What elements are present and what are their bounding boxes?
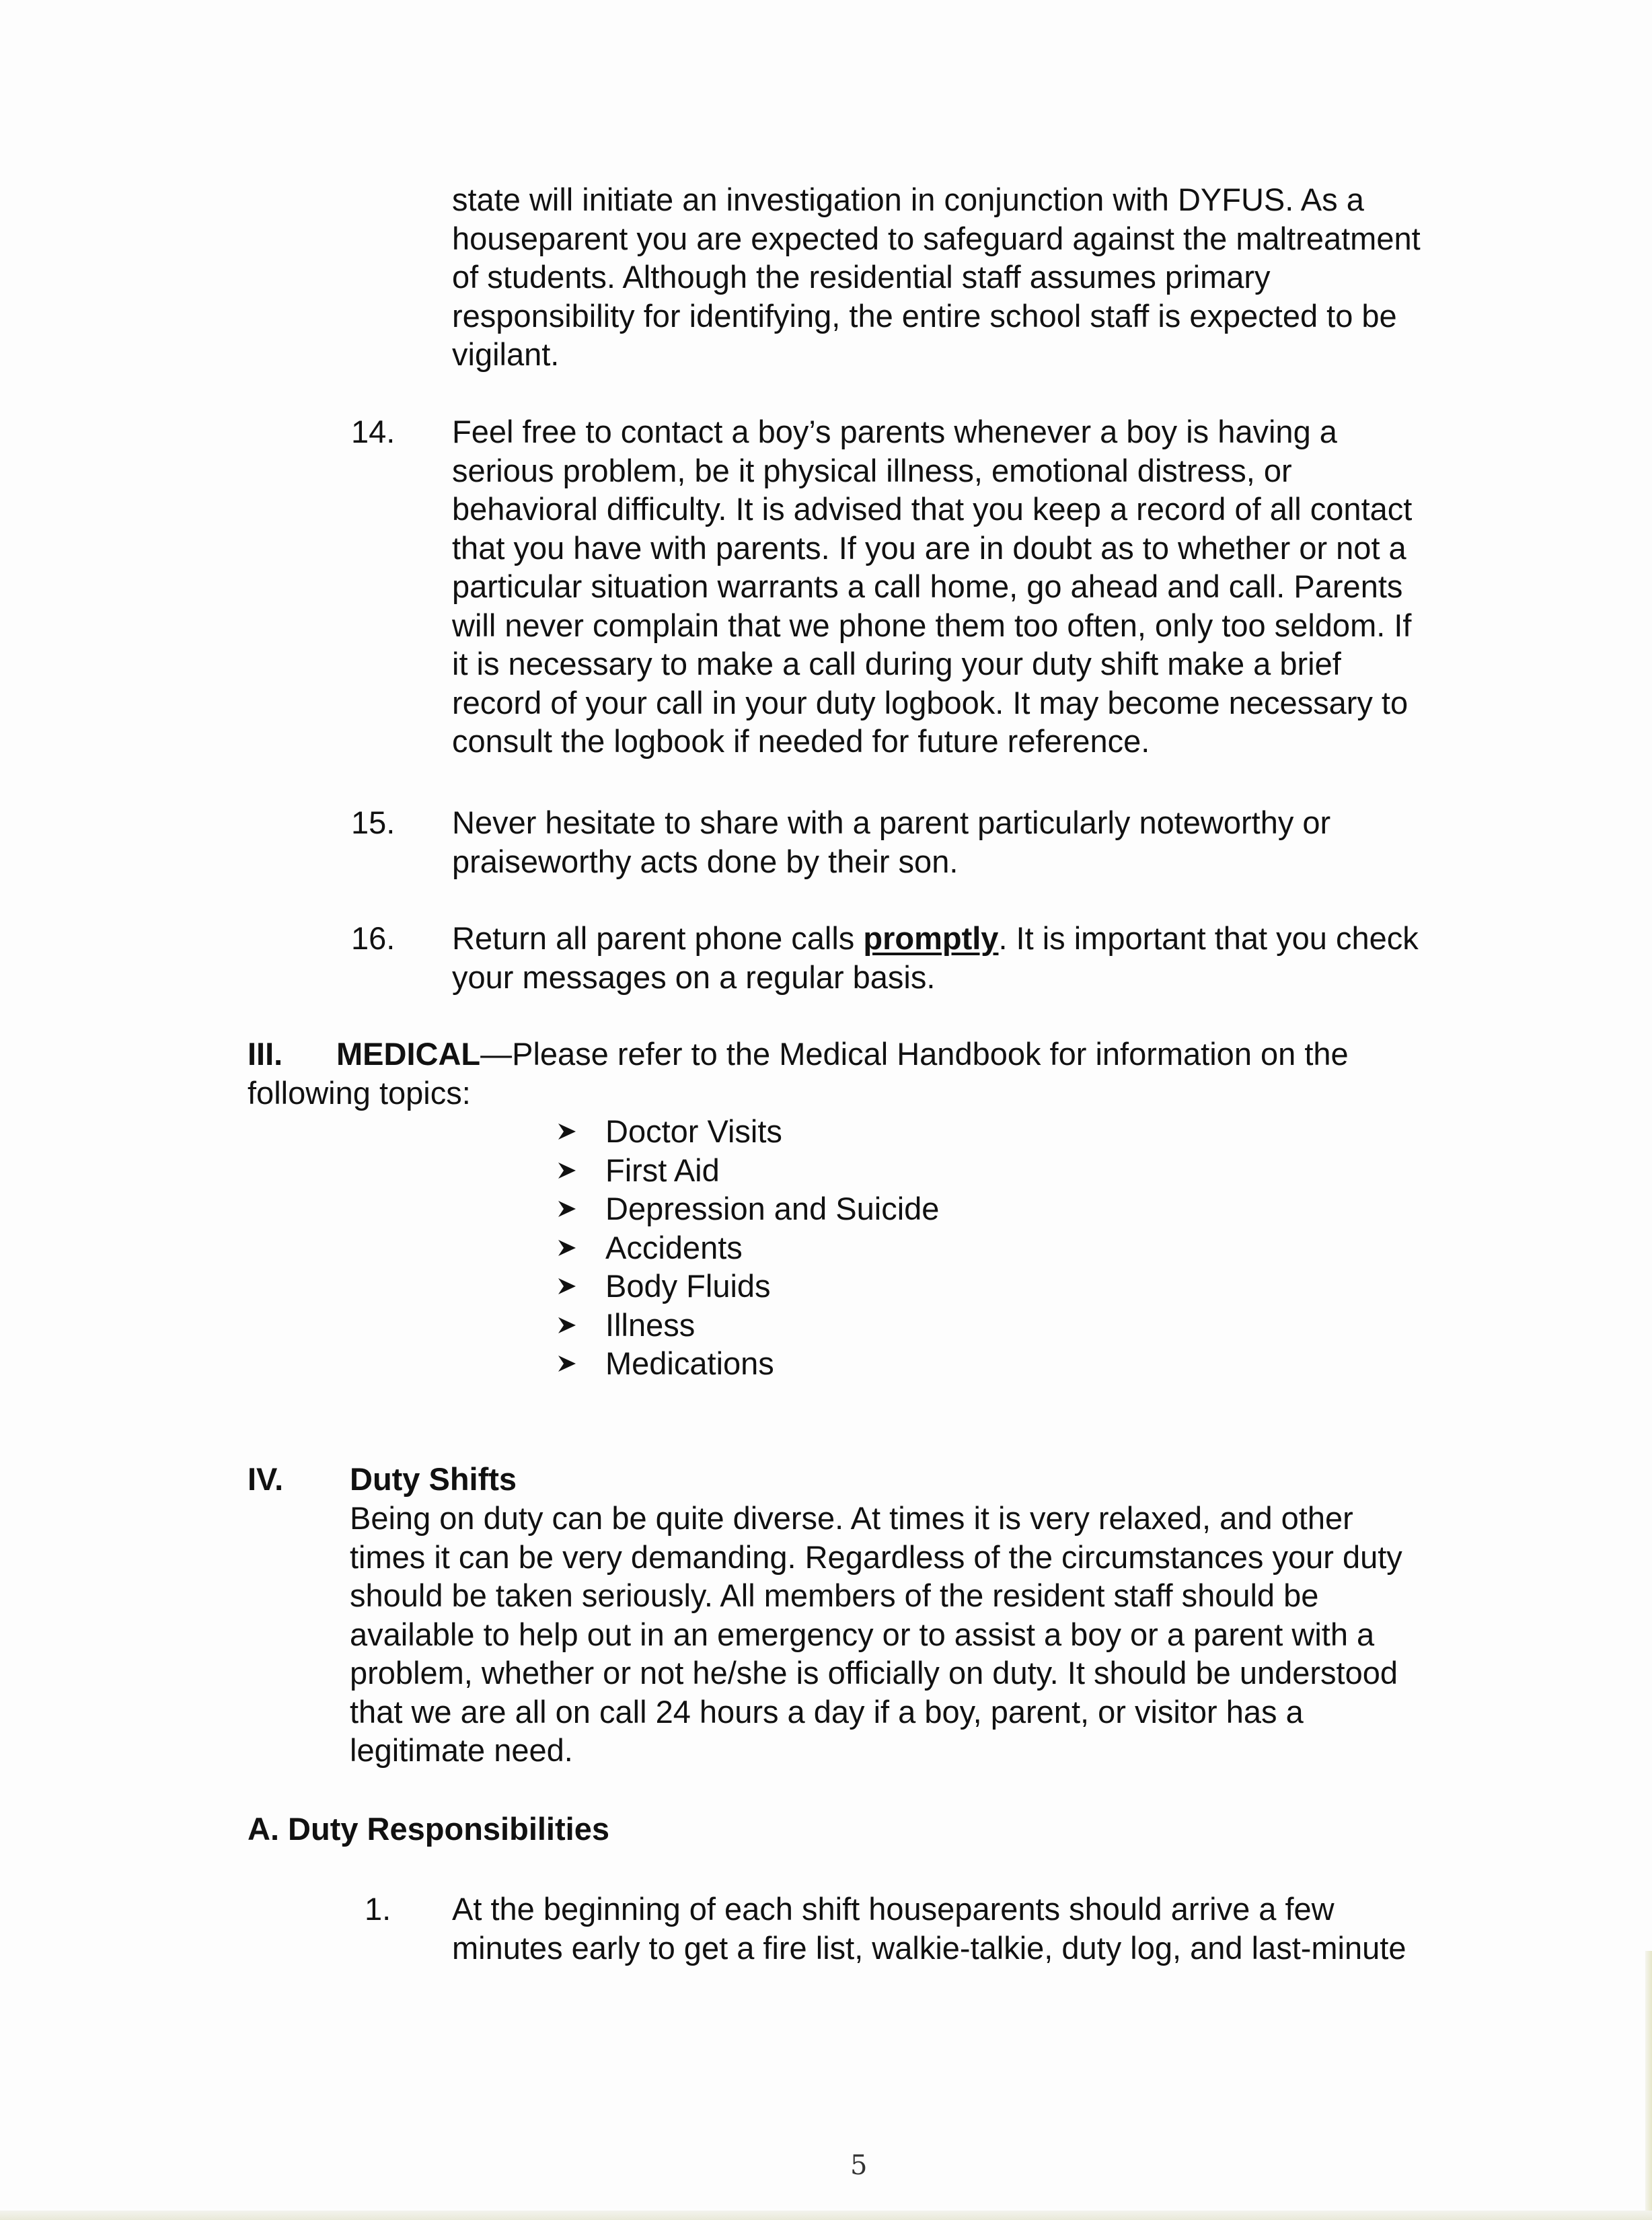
text-line: times it can be very demanding. Regardless of the circumstances your duty [350,1539,1402,1575]
text-line: particular situation warrants a call home, go ahead and call. Parents [452,568,1403,604]
text-line: vigilant. [452,336,560,372]
item-number: 14. [351,414,396,449]
topic-label: Doctor Visits [605,1113,782,1149]
text-line: available to help out in an emergency or to assist a boy or a parent with a [350,1616,1375,1652]
list-item [557,1344,939,1383]
topic-label: Body Fluids [605,1268,771,1304]
text-line: state will initiate an investigation in conjunction with DYFUS. As a [452,182,1364,217]
subsection-heading: A. Duty Responsibilities [248,1811,609,1847]
page-number: 5 [850,2150,868,2181]
item-number: 1. [365,1891,391,1927]
text-line: houseparent you are expected to safeguard against the maltreatment [452,220,1421,256]
medical-topics-list [557,1112,939,1383]
arrowhead-bullet-icon [557,1238,577,1258]
list-item [557,1112,939,1151]
text-line: minutes early to get a fire list, walkie-talkie, duty log, and last-minute [452,1929,1406,1966]
text-line: your messages on a regular basis. [452,959,936,995]
text-line: praiseworthy acts done by their son. [452,843,959,879]
text-line: of students. Although the residential staff assumes primary [452,259,1271,295]
text-line: problem, whether or not he/she is officially on duty. It should be understood [350,1655,1398,1691]
text-run: Return all parent phone calls [452,920,864,956]
item-number: 15. [351,805,396,840]
arrowhead-bullet-icon [557,1276,577,1296]
text-line: serious problem, be it physical illness, emotional distress, or [452,452,1292,488]
section-heading: MEDICAL [336,1036,481,1072]
arrowhead-bullet-icon [557,1121,577,1142]
item-14-paragraph [452,412,1501,761]
topic-label: Depression and Suicide [605,1191,940,1226]
section-intro-line: following topics: [248,1075,471,1111]
item-15-paragraph [452,803,1501,881]
topic-label: Illness [605,1306,696,1343]
section-intro: —Please refer to the Medical Handbook for information on the [480,1036,1349,1072]
text-line: At the beginning of each shift houseparents should arrive a few [452,1891,1335,1927]
item-16-paragraph [452,919,1501,996]
list-item [557,1306,939,1345]
section-medical-heading-line [248,1035,1349,1074]
text-line: Feel free to contact a boy’s parents whenever a boy is having a [452,414,1337,449]
section-heading: Duty Shifts [350,1461,517,1497]
text-line: it is necessary to make a call during your duty shift make a brief [452,646,1341,681]
list-item [557,1189,939,1228]
scan-edge [0,2211,1652,2220]
section-numeral: IV. [248,1461,284,1497]
text-line: Being on duty can be quite diverse. At times it is very relaxed, and other [350,1500,1353,1536]
item-number: 16. [351,920,396,956]
arrowhead-bullet-icon [557,1354,577,1374]
list-item [557,1267,939,1306]
arrowhead-bullet-icon [557,1160,577,1181]
text-line: behavioral difficulty. It is advised that you keep a record of all contact [452,491,1413,527]
text-line: that we are all on call 24 hours a day if a boy, parent, or visitor has a [350,1693,1304,1730]
section-numeral: III. [248,1036,283,1072]
duty-item-1-paragraph [452,1890,1501,1967]
emphasis-promptly: promptly [863,920,999,956]
text-line: will never complain that we phone them too often, only too seldom. If [452,607,1412,643]
topic-label: First Aid [605,1152,720,1188]
list-item [557,1151,939,1190]
text-run: . It is important that you check [998,920,1419,956]
arrowhead-bullet-icon [557,1315,577,1335]
list-item [557,1228,939,1267]
text-line: legitimate need. [350,1732,573,1768]
duty-shifts-paragraph [350,1499,1402,1770]
arrowhead-bullet-icon [557,1199,577,1219]
text-line: should be taken seriously. All members of the resident staff should be [350,1578,1319,1613]
text-line: record of your call in your duty logbook. It may become necessary to [452,684,1409,720]
scan-edge [1645,1951,1652,2220]
text-line: that you have with parents. If you are in doubt as to whether or not a [452,529,1406,566]
text-line: consult the logbook if needed for future reference. [452,723,1150,759]
topic-label: Medications [605,1345,774,1381]
topic-label: Accidents [605,1229,743,1265]
text-line: Never hesitate to share with a parent particularly noteworthy or [452,805,1331,840]
continuation-paragraph [452,180,1501,374]
text-line [452,919,1501,958]
text-line: responsibility for identifying, the entire school staff is expected to be [452,297,1397,334]
